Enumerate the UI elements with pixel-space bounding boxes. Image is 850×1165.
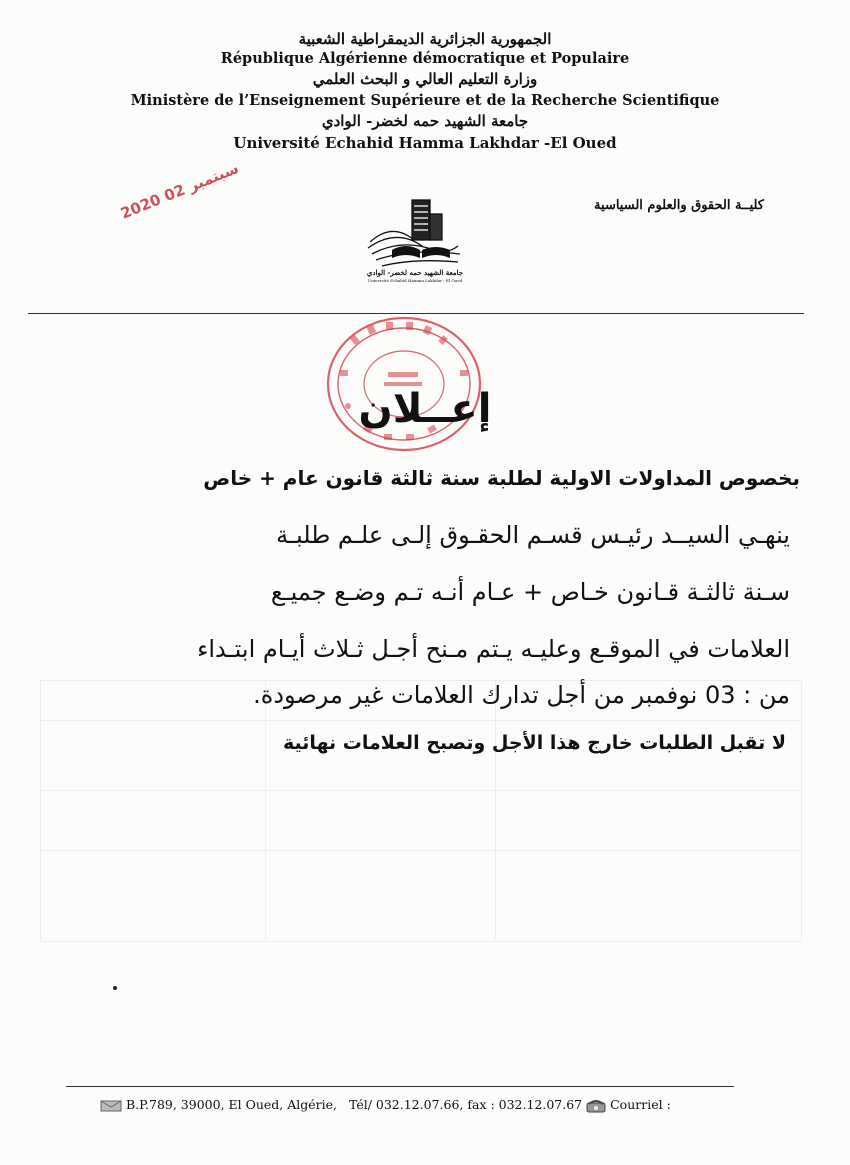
university-ar: جامعة الشهيد حمه لخضر- الوادي [321, 112, 529, 130]
body-line-2: سـنة ثالثـة قـانون خـاص + عـام أنـه تـم وضـع جميـع [270, 578, 790, 606]
date-stamp: 2020 02 سبتمبر [118, 158, 242, 223]
university-fr: Université Echahid Hamma Lakhdar -El Oued [233, 134, 617, 152]
announcement-title: إعــلان [358, 386, 492, 432]
logo-name-fr: Université Echahid Hamma Lakhdar - El Oued [367, 278, 463, 283]
footer-phone: Tél/ 032.12.07.66, fax : 032.12.07.67 [348, 1097, 583, 1112]
ministry-fr: Ministère de l’Enseignement Supérieure et de la Recherche Scientifique [130, 92, 720, 109]
footer-email-label: Courriel : [610, 1097, 671, 1112]
footer-address: B.P.789, 39000, El Oued, Algérie, [125, 1097, 338, 1112]
body-line-3: العلامات في الموقـع وعليـه يـتم مـنح أجـل ثـلاث أيـام ابتـداء [197, 635, 790, 663]
body-line-5: لا تقبل الطلبات خارج هذا الأجل وتصبح العلامات نهائية [282, 732, 786, 754]
phone-icon [586, 1099, 606, 1113]
footer-divider [66, 1086, 734, 1087]
body-line-4: من : 03 نوفمبر من أجل تدارك العلامات غير مرصودة. [253, 681, 790, 709]
official-seal-icon [324, 314, 484, 454]
announcement-subject: بخصوص المداولات الاولية لطلبة سنة ثالثة قانون عام + خاص [203, 466, 800, 490]
republic-ar: الجمهورية الجزائرية الديمقراطية الشعبية [298, 30, 552, 48]
mail-icon [100, 1100, 122, 1112]
body-line-1: ينهـي السيــد رئيـس قسـم الحقـوق إلـى علـم طلبـة [276, 521, 790, 549]
footer-contact [100, 1097, 671, 1113]
republic-fr: République Algérienne démocratique et Populaire [220, 50, 630, 67]
logo-name-ar: جامعة الشهيد حمه لخضر- الوادي [366, 268, 464, 277]
stray-mark [113, 986, 117, 990]
ministry-ar: وزارة التعليم العالي و البحث العلمي [312, 70, 538, 88]
faculty-name: كليــة الحقوق والعلوم السياسية [594, 198, 764, 213]
